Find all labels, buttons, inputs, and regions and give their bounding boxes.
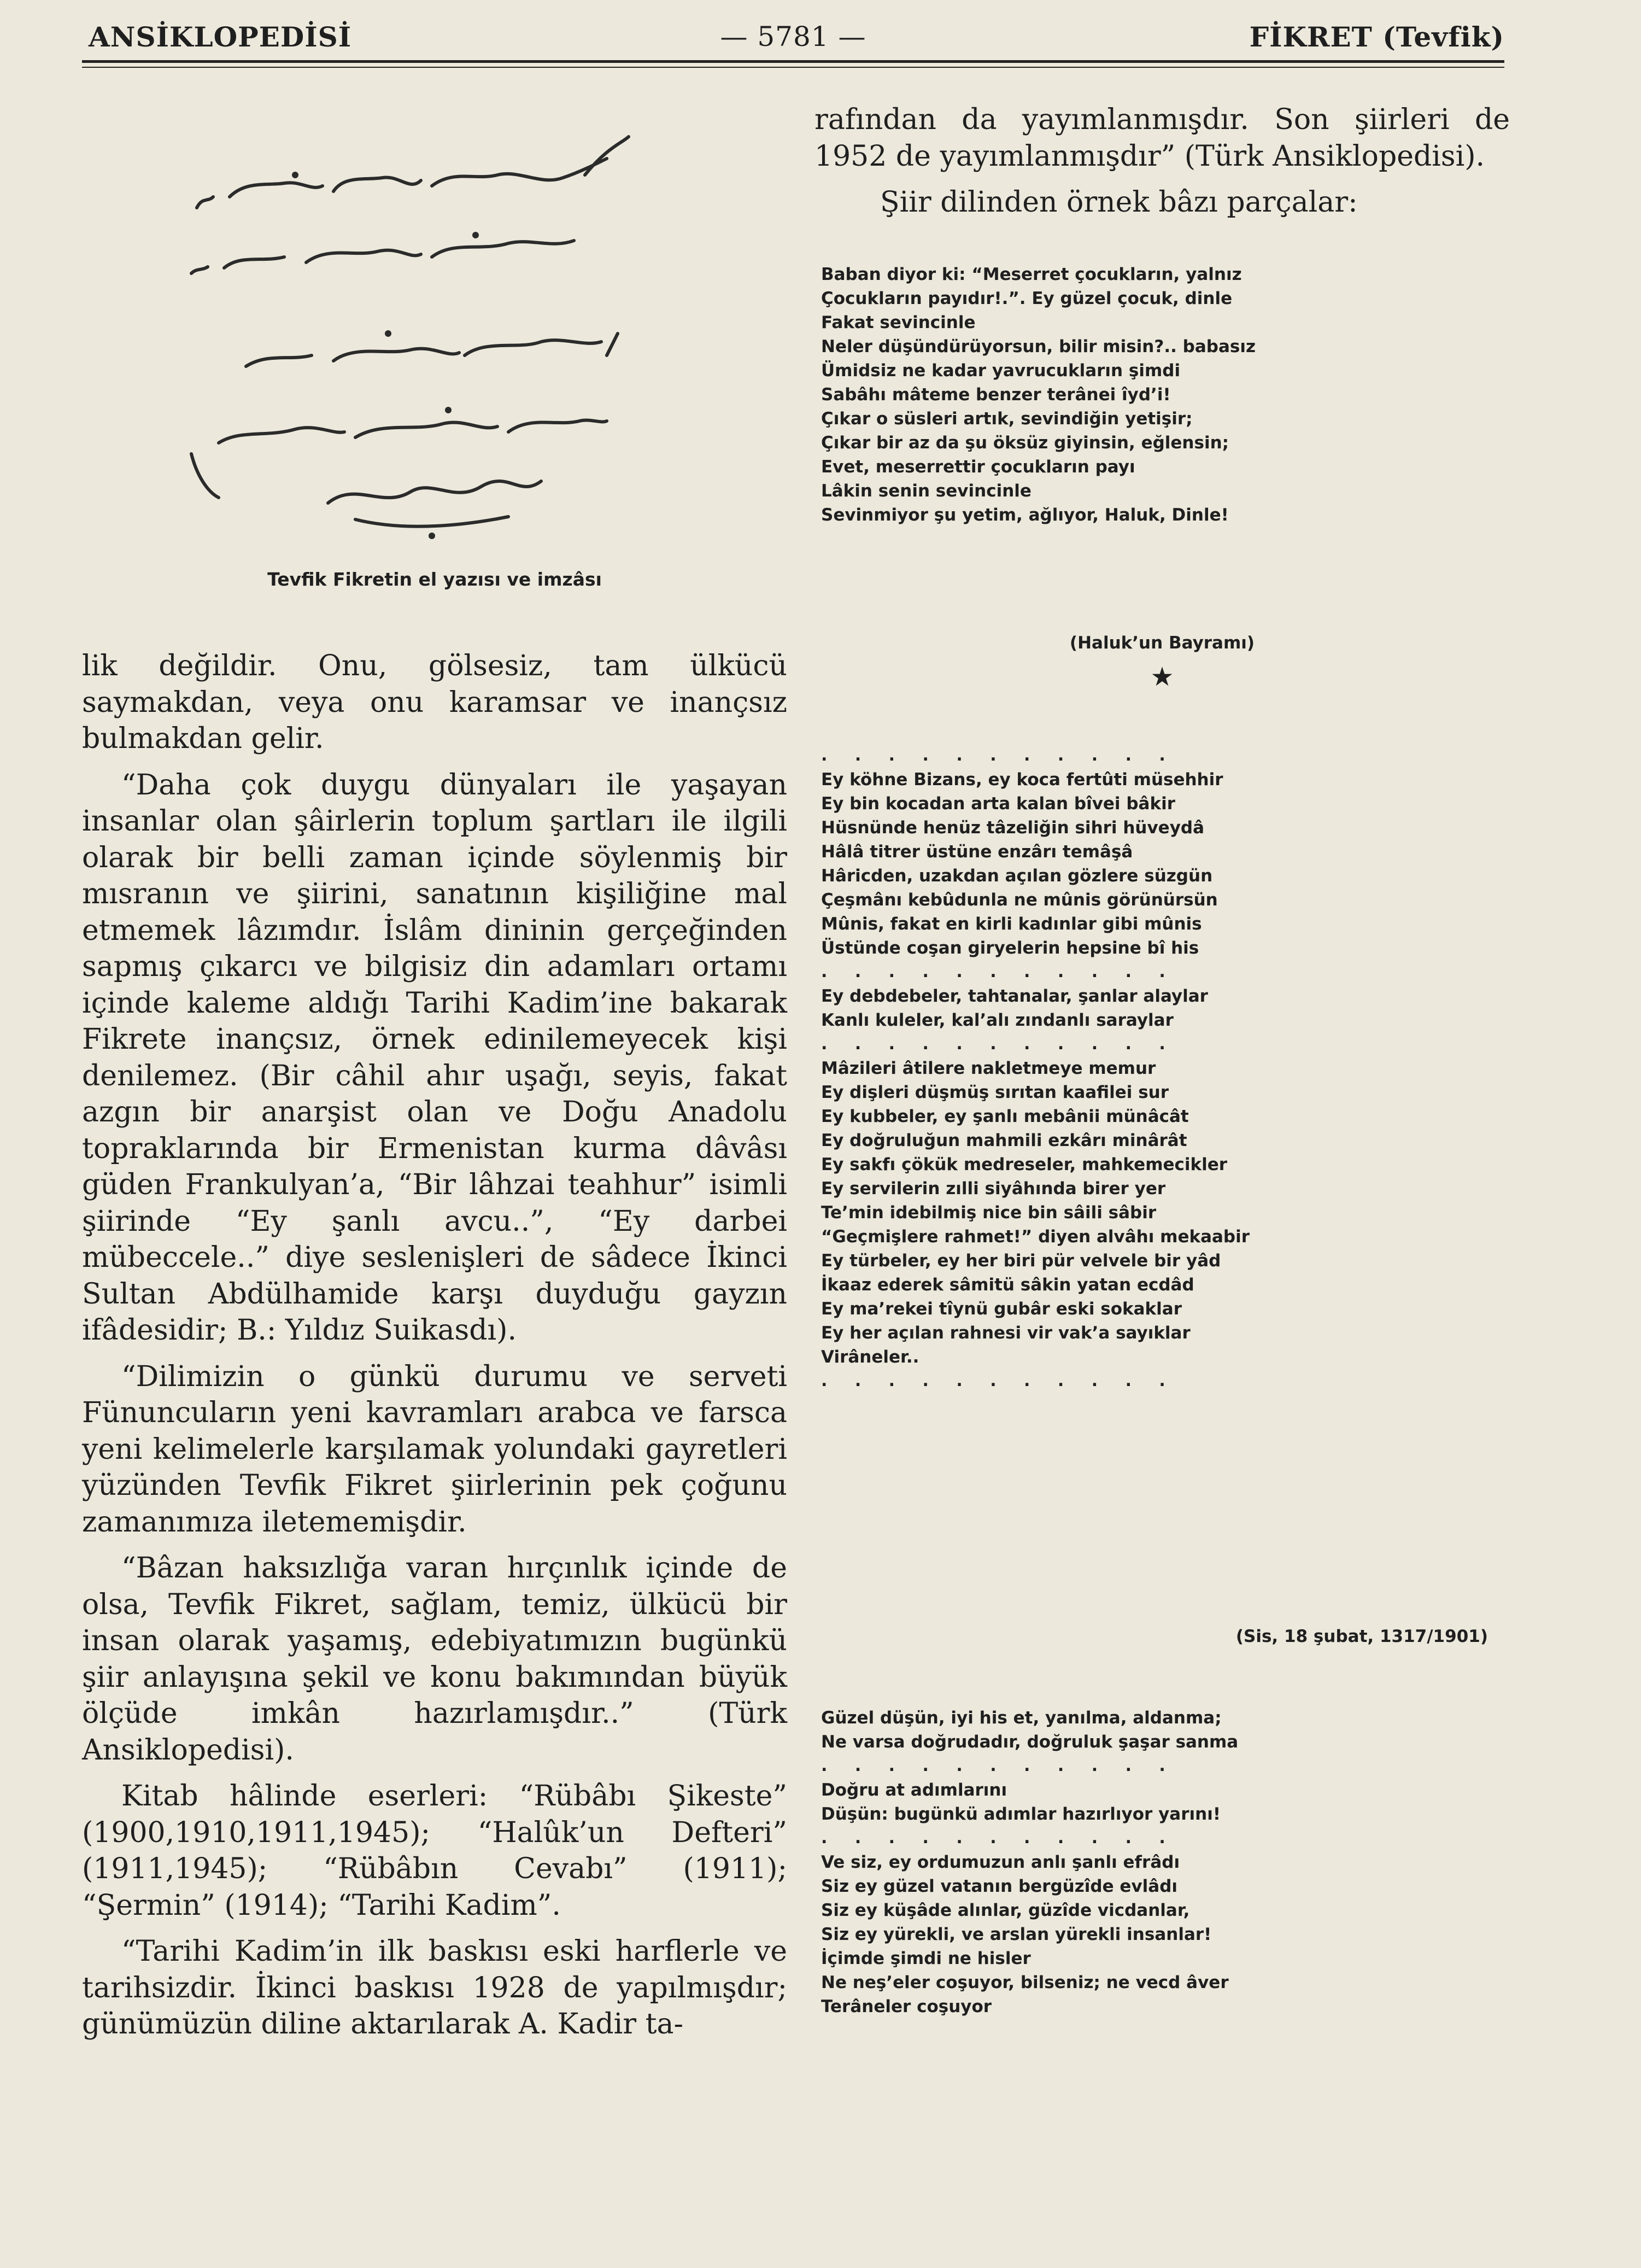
poem-excerpts [821, 1706, 1238, 2019]
verse-line: Ey ma’rekei tîynü gubâr eski sokaklar [821, 1299, 1182, 1319]
verse-line: Hâlâ titrer üstüne enzârı temâşâ [821, 842, 1133, 862]
verse-line: Ey dişleri düşmüş sırıtan kaafilei sur [821, 1083, 1169, 1102]
verse-line: Siz ey güzel vatanın bergüzîde evlâdı [821, 1877, 1178, 1896]
poem-sis [821, 744, 1250, 1393]
ellipsis-dots: . . . . . . . . . . . [821, 746, 1176, 765]
page-number: — 5781 — [720, 21, 866, 52]
ellipsis-dots: . . . . . . . . . . . [821, 1371, 1176, 1390]
figure-caption: Tevfik Fikretin el yazısı ve imzâsı [267, 569, 602, 590]
verse-line: Ve siz, ey ordumuzun anlı şanlı efrâdı [821, 1852, 1180, 1872]
poem-haluk-bayrami [821, 262, 1256, 527]
header-rule-thin [82, 67, 1504, 68]
paragraph: Kitab hâlinde eserleri: “Rübâbı Şikeste” (1900,1910,1911,1945); “Halûk’un Defteri” (1911,1945); “Rübâbın Cevabı” (1911); “Şermin” (1914); “Tarihi Kadim”. [82, 1780, 787, 1922]
verse-line: Hüsnünde henüz tâzeliğin sihri hüveydâ [821, 818, 1205, 838]
paragraph: rafından da yayımlanmışdır. Son şiirleri de 1952 de yayımlanmışdır” (Türk Ansiklopedisi). [814, 103, 1510, 173]
verse-line: Lâkin senin sevincinle [821, 481, 1032, 501]
verse-line: Te’min idebilmiş nice bin sâili sâbir [821, 1203, 1157, 1223]
paragraph: “Bâzan haksızlığa varan hırçınlık içinde de olsa, Tevfik Fikret, sağlam, temiz, ülkücü bir insan olarak yaşamış, edebiyatımızın bugünkü şiir anlayışına şekil ve konu bakımından büyük ölçüde imkân hazırlamışdır..” (Türk Ansiklopedisi). [82, 1552, 787, 1767]
verse-line: Siz ey küşâde alınlar, güzîde vicdanlar, [821, 1901, 1190, 1920]
verse-line: İçimde şimdi ne hisler [821, 1949, 1031, 1968]
verse-line: İkaaz ederek sâmitü sâkin yatan ecdâd [821, 1275, 1194, 1295]
verse-line: Çıkar o süsleri artık, sevindiğin yetişir; [821, 409, 1193, 429]
verse-line: Çıkar bir az da şu öksüz giyinsin, eğlensin; [821, 433, 1229, 453]
paragraph: “Dilimizin o günkü durumu ve serveti Fünuncuların yeni kavramları arabca ve farsca yeni kelimelerle karşılamak yolundaki gayretleri yüzünden Tevfik Fikret şiirlerinin pek çoğunu zamanımıza iletememişdir. [82, 1360, 787, 1539]
verse-line: Çocukların payıdır!.”. Ey güzel çocuk, dinle [821, 289, 1233, 308]
header-rule [82, 60, 1504, 63]
paragraph: “Tarihi Kadim’in ilk baskısı eski harflerle ve tarihsizdir. İkinci baskısı 1928 de yapılmışdır; günümüzün diline aktarılarak A. Kadir ta- [82, 1935, 787, 2041]
ellipsis-dots: . . . . . . . . . . . [821, 1828, 1176, 1848]
verse-line: Doğru at adımlarını [821, 1780, 1007, 1800]
verse-line: “Geçmişlere rahmet!” diyen alvâhı mekaabir [821, 1227, 1250, 1247]
verse-line: Ey her açılan rahnesi vir vak’a sayıklar [821, 1323, 1191, 1343]
verse-line: Virâneler.. [821, 1347, 919, 1367]
verse-line: Çeşmânı kebûdunla ne mûnis görünürsün [821, 890, 1218, 910]
verse-line: Üstünde coşan giryelerin hepsine bî his [821, 938, 1199, 958]
handwriting-image [126, 126, 738, 541]
verse-line: Neler düşündürüyorsun, bilir misin?.. babasız [821, 337, 1256, 356]
verse-line: Fakat sevincinle [821, 313, 976, 332]
verse-line: Baban diyor ki: “Meserret çocukların, yalnız [821, 265, 1242, 284]
poem-source: (Haluk’un Bayramı) [1069, 633, 1255, 653]
verse-line: Kanlı kuleler, kal’alı zındanlı saraylar [821, 1010, 1174, 1030]
header-left: ANSİKLOPEDİSİ [89, 21, 352, 53]
verse-line: Ey bin kocadan arta kalan bîvei bâkir [821, 794, 1175, 814]
paragraph: lik değildir. Onu, gölsesiz, tam ülkücü saymakdan, veya onu karamsar ve inançsız bulmakdan gelir. [82, 650, 787, 755]
poem-source: (Sis, 18 şubat, 1317/1901) [1235, 1627, 1488, 1646]
verse-line: Evet, meserrettir çocukların payı [821, 457, 1135, 477]
handwriting-figure [82, 82, 787, 590]
verse-line: Ey servilerin zılli siyâhında birer yer [821, 1179, 1166, 1199]
verse-line: Güzel düşün, iyi his et, yanılma, aldanma; [821, 1708, 1222, 1728]
page-header [82, 21, 1504, 65]
verse-line: Ey kubbeler, ey şanlı mebânii münâcât [821, 1107, 1189, 1126]
verse-line: Mûnis, fakat en kirli kadınlar gibi mûnis [821, 914, 1202, 934]
ellipsis-dots: . . . . . . . . . . . [821, 962, 1176, 981]
left-column [82, 82, 787, 2041]
verse-line: Ey doğruluğun mahmili ezkârı minârât [821, 1131, 1187, 1150]
verse-line: Sevinmiyor şu yetim, ağlıyor, Haluk, Dinle! [821, 505, 1229, 525]
ellipsis-dots: . . . . . . . . . . . [821, 1034, 1176, 1054]
verse-line: Terâneler coşuyor [821, 1997, 992, 2016]
verse-line: Hâricden, uzakdan açılan gözlere süzgün [821, 866, 1213, 886]
verse-line: Sabâhı mâteme benzer terânei îyd’i! [821, 385, 1171, 405]
verse-line: Ey debdebeler, tahtanalar, şanlar alaylar [821, 986, 1208, 1006]
star-icon: ★ [1150, 662, 1174, 692]
verse-line: Mâzileri âtilere nakletmeye memur [821, 1059, 1156, 1078]
ellipsis-dots: . . . . . . . . . . . [821, 1756, 1176, 1775]
left-prose [82, 648, 787, 2053]
header-right: FİKRET (Tevfik) [1249, 21, 1504, 53]
verse-line: Ne neş’eler coşuyor, bilseniz; ne vecd âver [821, 1973, 1229, 1992]
verse-line: Ne varsa doğrudadır, doğruluk şaşar sanma [821, 1732, 1239, 1752]
verse-line: Ey köhne Bizans, ey koca fertûti müsehhir [821, 770, 1223, 790]
right-prose [814, 102, 1510, 237]
verse-line: Düşün: bugünkü adımlar hazırlıyor yarını! [821, 1804, 1221, 1824]
verse-line: Ey türbeler, ey her biri pür velvele bir yâd [821, 1251, 1221, 1271]
verse-line: Ey sakfı çökük medreseler, mahkemecikler [821, 1155, 1228, 1174]
paragraph: “Daha çok duygu dünyaları ile yaşayan insanlar olan şâirlerin toplum şartları ile ilgili olarak bir belli zaman içinde söylenmiş bir mısranın ve şiirini, sanatının kişiliğine mal etmemek lâzımdır. İslâm dininin gerçeğinden sapmış çıkarcı ve bilgisiz din adamları ortamı içinde kaleme aldığı Tarihi Kadim’ine bakarak Fikrete inançsız, örnek edinilemeyecek kişi denilemez. (Bir câhil ahır uşağı, seyis, fakat azgın bir anarşist olan ve Doğu Anadolu topraklarında bir Ermenistan kurma dâvâsı güden Frankulyan’a, “Bir lâhzai teahhur” isimli şiirinde “Ey şanlı avcu..”, “Ey darbei mübeccele..” diye seslenişleri de sâdece İkinci Sultan Abdülhamide karşı duyduğu gayzın ifâdesidir; B.: Yıldız Suikasdı). [82, 768, 787, 1347]
verse-line: Ümidsiz ne kadar yavrucukların şimdi [821, 361, 1181, 381]
verse-line: Siz ey yürekli, ve arslan yürekli insanlar! [821, 1925, 1212, 1944]
section-title: Şiir dilinden örnek bâzı parçalar: [880, 186, 1358, 219]
